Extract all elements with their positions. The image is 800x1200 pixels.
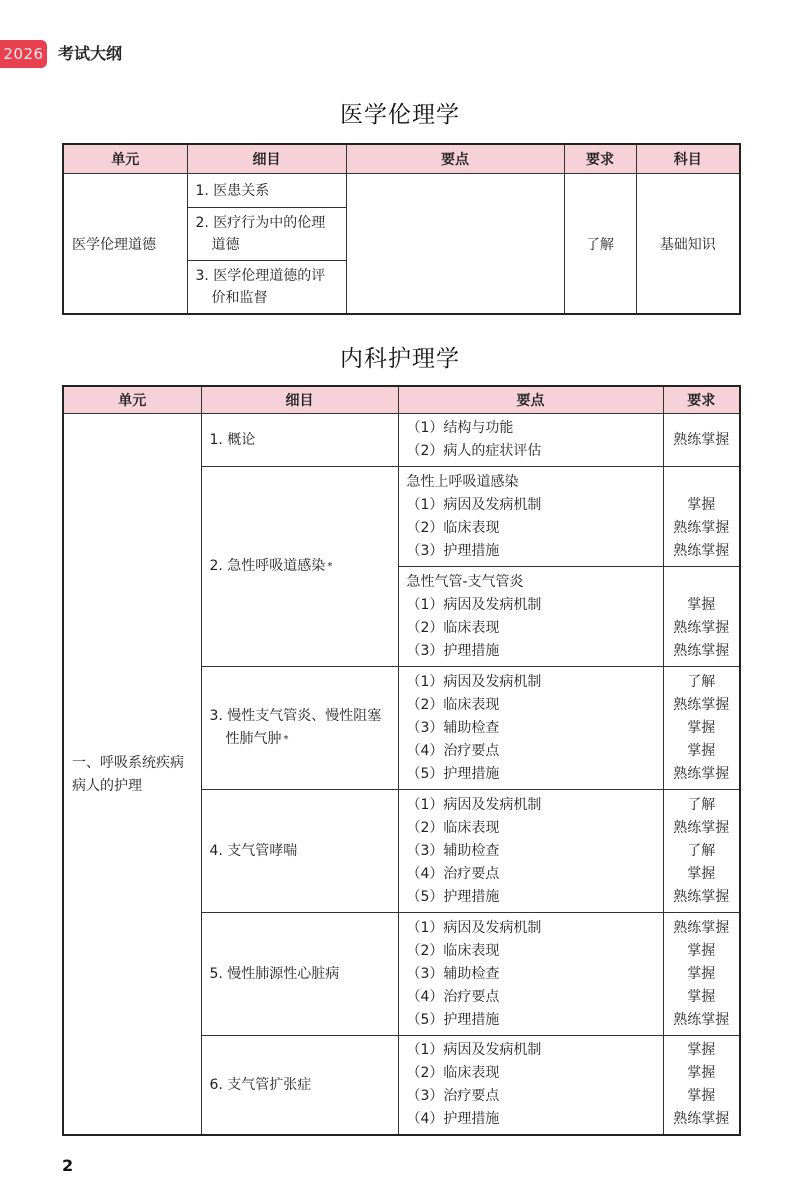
item-line: 2. 急性呼吸道感染 <box>209 558 326 574</box>
item-line: 道德 <box>211 237 240 253</box>
points-cell <box>398 567 663 667</box>
point-line: （4）护理措施 <box>406 1111 500 1127</box>
item-line: 5. 慢性肺源性心脏病 <box>209 965 340 982</box>
level-cell <box>663 790 740 913</box>
item-line-text: 性肺气肿 <box>225 731 282 747</box>
level-line: 熟练掌握 <box>673 696 730 713</box>
level-line <box>664 471 740 494</box>
header-title: 考试大纲 <box>58 44 123 63</box>
point-line: （1）结构与功能 <box>406 420 514 436</box>
point-line: （2）临床表现 <box>406 942 500 959</box>
point-line: （2）临床表现 <box>406 696 500 713</box>
point-line: （2）临床表现 <box>406 1065 500 1081</box>
level-cell <box>663 467 740 567</box>
level-cell <box>663 414 740 467</box>
unit-line: 病人的护理 <box>72 778 142 794</box>
item-cell <box>201 414 398 467</box>
col-header-subject: 科目 <box>636 144 740 174</box>
table-row <box>63 174 740 208</box>
level-cell <box>663 567 740 667</box>
point-line: （5）护理措施 <box>406 765 500 782</box>
unit-cell: 医学伦理道德 <box>63 174 187 315</box>
item-line: 4. 支气管哮喘 <box>209 842 298 859</box>
col-header-requirement: 要求 <box>663 386 740 414</box>
level-line: 熟练掌握 <box>673 765 730 782</box>
level-line: 掌握 <box>687 1042 716 1058</box>
col-header-item: 细目 <box>187 144 346 174</box>
point-line: （3）治疗要点 <box>406 1088 500 1104</box>
level-line: 了解 <box>687 842 716 859</box>
point-line: （1）病因及发病机制 <box>406 919 542 936</box>
level-line: 掌握 <box>687 596 716 613</box>
level-line: 了解 <box>687 796 716 813</box>
table-row <box>63 414 740 467</box>
level-line: 掌握 <box>687 988 716 1005</box>
point-line: （3）辅助检查 <box>406 719 500 736</box>
item-line <box>210 728 398 751</box>
ethics-table <box>62 143 741 315</box>
point-line: （1）病因及发病机制 <box>406 673 542 690</box>
page-header <box>0 40 300 68</box>
asterisk-mark: * <box>283 734 289 745</box>
level-line: 熟练掌握 <box>673 1111 730 1127</box>
item-cell <box>201 467 398 667</box>
level-line: 熟练掌握 <box>673 542 730 559</box>
level-line: 掌握 <box>687 965 716 982</box>
points-cell <box>398 467 663 567</box>
point-line: （1）病因及发病机制 <box>406 496 542 513</box>
item-line: 3. 慢性支气管炎、慢性阻塞 <box>209 708 382 724</box>
level-line: 熟练掌握 <box>673 888 730 905</box>
point-line: （1）病因及发病机制 <box>406 1042 542 1058</box>
item-line: 6. 支气管扩张症 <box>209 1076 312 1093</box>
subject-cell: 基础知识 <box>636 174 740 315</box>
item-cell <box>201 913 398 1036</box>
col-header-item: 细目 <box>201 386 398 414</box>
point-line: （3）护理措施 <box>406 642 500 659</box>
level-line: 熟练掌握 <box>673 519 730 536</box>
item-line: 1. 概论 <box>209 431 256 448</box>
level-line: 熟练掌握 <box>673 642 730 659</box>
item-line: 3. 医学伦理道德的评 <box>195 268 326 284</box>
point-heading: 急性上呼吸道感染 <box>406 473 519 490</box>
item-line: 1. 医患关系 <box>195 182 270 199</box>
level-cell <box>663 1036 740 1136</box>
points-cell <box>346 174 564 315</box>
level-line: 掌握 <box>687 865 716 882</box>
point-line: （4）治疗要点 <box>406 742 500 759</box>
level-line: 掌握 <box>687 742 716 759</box>
point-line: （5）护理措施 <box>406 1011 500 1028</box>
col-header-unit: 单元 <box>63 386 201 414</box>
level-line: 熟练掌握 <box>673 919 730 936</box>
level-line: 熟练掌握 <box>673 431 730 448</box>
table-header-row <box>63 386 740 414</box>
point-line: （3）辅助检查 <box>406 965 500 982</box>
col-header-points: 要点 <box>398 386 663 414</box>
year-badge: 2026 <box>0 40 47 68</box>
asterisk-mark: * <box>327 561 333 572</box>
section-title-ethics: 医学伦理学 <box>340 102 460 128</box>
item-cell <box>187 208 346 261</box>
unit-line: 一、呼吸系统疾病 <box>72 755 184 771</box>
item-cell <box>201 1036 398 1136</box>
section-title-internal-nursing: 内科护理学 <box>340 346 460 372</box>
point-line: （2）临床表现 <box>406 619 500 636</box>
level-line: 掌握 <box>687 719 716 736</box>
point-line: （5）护理措施 <box>406 888 500 905</box>
level-line: 掌握 <box>687 1088 716 1104</box>
level-cell <box>663 913 740 1036</box>
item-line: 2. 医疗行为中的伦理 <box>195 215 326 231</box>
level-line <box>664 571 740 594</box>
requirement-cell: 了解 <box>564 174 636 315</box>
internal-nursing-table <box>62 385 741 1136</box>
level-line: 掌握 <box>687 496 716 513</box>
points-cell <box>398 913 663 1036</box>
item-line: 价和监督 <box>211 290 268 306</box>
point-heading: 急性气管-支气管炎 <box>406 573 524 590</box>
item-cell <box>187 261 346 315</box>
item-cell <box>201 667 398 790</box>
point-line: （3）辅助检查 <box>406 842 500 859</box>
points-cell <box>398 414 663 467</box>
points-cell <box>398 667 663 790</box>
level-line: 熟练掌握 <box>673 1011 730 1028</box>
point-line: （2）临床表现 <box>406 519 500 536</box>
level-line: 掌握 <box>687 942 716 959</box>
point-line: （3）护理措施 <box>406 542 500 559</box>
point-line: （2）临床表现 <box>406 819 500 836</box>
item-cell <box>201 790 398 913</box>
level-cell <box>663 667 740 790</box>
point-line: （4）治疗要点 <box>406 988 500 1005</box>
col-header-requirement: 要求 <box>564 144 636 174</box>
item-cell <box>187 174 346 208</box>
point-line: （4）治疗要点 <box>406 865 500 882</box>
col-header-unit: 单元 <box>63 144 187 174</box>
col-header-points: 要点 <box>346 144 564 174</box>
level-line: 熟练掌握 <box>673 819 730 836</box>
unit-cell <box>63 414 201 1136</box>
points-cell <box>398 1036 663 1136</box>
point-line: （2）病人的症状评估 <box>406 443 542 459</box>
point-line: （1）病因及发病机制 <box>406 596 542 613</box>
page-number: 2 <box>62 1156 74 1175</box>
point-line: （1）病因及发病机制 <box>406 796 542 813</box>
level-line: 了解 <box>687 673 716 690</box>
points-cell <box>398 790 663 913</box>
level-line: 熟练掌握 <box>673 619 730 636</box>
table-header-row <box>63 144 740 174</box>
level-line: 掌握 <box>687 1065 716 1081</box>
